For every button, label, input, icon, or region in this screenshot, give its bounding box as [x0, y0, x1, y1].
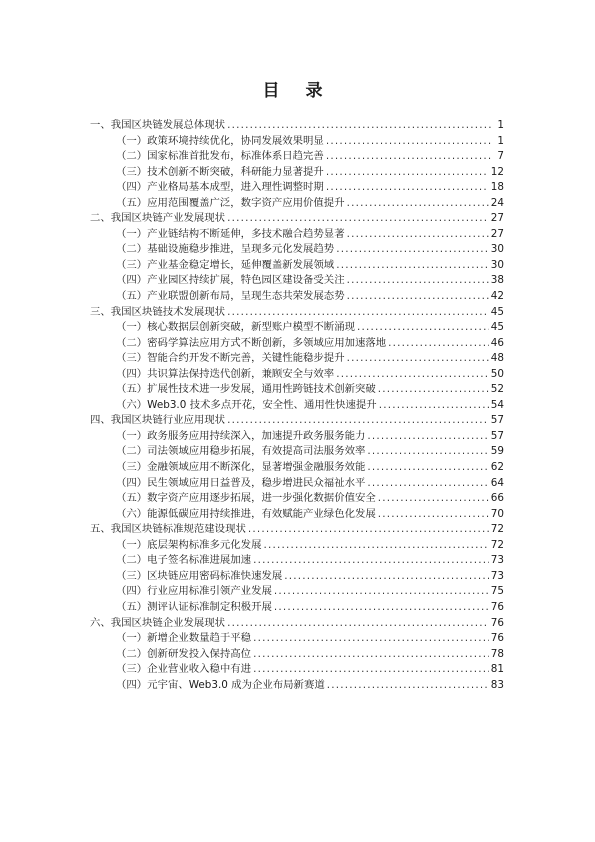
toc-entry-page-number: 42 — [490, 290, 504, 303]
toc-entry-page-number: 76 — [490, 600, 504, 613]
toc-section-entry[interactable] — [90, 227, 504, 243]
toc-entry-label: （一）底层架构标准多元化发展 — [116, 538, 262, 551]
toc-entry-page-number: 12 — [490, 165, 504, 178]
toc-entry-page-number: 66 — [490, 492, 504, 505]
toc-entry-label: 二、我国区块链产业发展现状 — [90, 212, 226, 225]
toc-chapter-entry[interactable] — [90, 211, 504, 227]
toc-section-entry[interactable] — [90, 289, 504, 305]
toc-dot-leader — [227, 211, 489, 227]
toc-entry-page-number: 57 — [490, 429, 504, 442]
toc-entry-label: （四）民生领域应用日益普及，稳步增进民众福祉水平 — [116, 476, 366, 489]
toc-entry-label: （一）产业链结构不断延伸，多技术融合趋势显著 — [116, 227, 345, 240]
toc-section-entry[interactable] — [90, 507, 504, 523]
toc-dot-leader — [274, 600, 489, 616]
toc-entry-page-number: 59 — [490, 445, 504, 458]
toc-section-entry[interactable] — [90, 242, 504, 258]
toc-entry-label: （三）企业营业收入稳中有进 — [116, 663, 252, 676]
toc-dot-leader — [336, 258, 489, 274]
toc-section-entry[interactable] — [90, 429, 504, 445]
toc-entry-label: （五）数字资产应用逐步拓展，进一步强化数据价值安全 — [116, 492, 376, 505]
toc-dot-leader — [378, 382, 489, 398]
toc-section-entry[interactable] — [90, 398, 504, 414]
toc-dot-leader — [388, 336, 489, 352]
toc-entry-label: （三）技术创新不断突破，科研能力显著提升 — [116, 165, 324, 178]
toc-entry-label: （四）行业应用标准引领产业发展 — [116, 585, 272, 598]
toc-entry-page-number: 30 — [490, 258, 504, 271]
toc-entry-label: （三）金融领域应用不断深化，显著增强金融服务效能 — [116, 461, 366, 474]
toc-dot-leader — [227, 413, 489, 429]
toc-dot-leader — [367, 460, 488, 476]
toc-dot-leader — [227, 305, 489, 321]
toc-entry-label: 六、我国区块链企业发展现状 — [90, 616, 226, 629]
toc-entry-page-number: 54 — [490, 398, 504, 411]
toc-entry-page-number: 57 — [490, 414, 504, 427]
toc-entry-page-number: 48 — [490, 352, 504, 365]
toc-section-entry[interactable] — [90, 273, 504, 289]
toc-entry-page-number: 7 — [497, 150, 504, 163]
toc-dot-leader — [253, 662, 489, 678]
toc-dot-leader — [347, 196, 489, 212]
toc-entry-label: （一）政务服务应用持续深入，加速提升政务服务能力 — [116, 429, 366, 442]
toc-entry-label: （二）电子签名标准进展加速 — [116, 554, 252, 567]
toc-section-entry[interactable] — [90, 258, 504, 274]
toc-dot-leader — [227, 118, 492, 134]
toc-entry-label: （五）测评认证标准制定积极开展 — [116, 600, 272, 613]
toc-section-entry[interactable] — [90, 600, 504, 616]
toc-dot-leader — [336, 367, 489, 383]
toc-entry-page-number: 30 — [490, 243, 504, 256]
toc-chapter-entry[interactable] — [90, 305, 504, 321]
toc-section-entry[interactable] — [90, 678, 504, 694]
toc-entry-label: （五）扩展性技术进一步发展，通用性跨链技术创新突破 — [116, 383, 376, 396]
toc-entry-label: （一）新增企业数量趋于平稳 — [116, 632, 252, 645]
toc-entry-label: （四）产业园区持续扩展，特色园区建设备受关注 — [116, 274, 345, 287]
toc-section-entry[interactable] — [90, 382, 504, 398]
toc-entry-label: （四）共识算法保持迭代创新，兼顾安全与效率 — [116, 367, 335, 380]
toc-entry-page-number: 64 — [490, 476, 504, 489]
toc-dot-leader — [367, 429, 488, 445]
toc-entry-page-number: 81 — [490, 663, 504, 676]
toc-section-entry[interactable] — [90, 491, 504, 507]
toc-entry-label: （二）创新研发投入保持高位 — [116, 647, 252, 660]
toc-entry-page-number: 52 — [490, 383, 504, 396]
toc-section-entry[interactable] — [90, 149, 504, 165]
toc-entry-page-number: 38 — [490, 274, 504, 287]
toc-entry-page-number: 50 — [490, 367, 504, 380]
toc-entry-label: 一、我国区块链发展总体现状 — [90, 119, 226, 131]
toc-entry-label: （一）核心数据层创新突破，新型账户模型不断涌现 — [116, 321, 355, 334]
toc-section-entry[interactable] — [90, 538, 504, 554]
toc-entry-label: （五）产业联盟创新布局，呈现生态共荣发展态势 — [116, 290, 345, 303]
toc-entry-page-number: 72 — [490, 538, 504, 551]
toc-entry-label: （四）产业格局基本成型，进入理性调整时期 — [116, 181, 324, 194]
toc-entry-page-number: 46 — [490, 336, 504, 349]
toc-dot-leader — [347, 227, 489, 243]
toc-section-entry[interactable] — [90, 553, 504, 569]
toc-section-entry[interactable] — [90, 584, 504, 600]
toc-entry-label: （二）密码学算法应用方式不断创新，多领域应用加速落地 — [116, 336, 387, 349]
toc-chapter-entry[interactable] — [90, 616, 504, 632]
toc-entry-page-number: 24 — [490, 196, 504, 209]
toc-entry-page-number: 72 — [490, 523, 504, 536]
toc-entry-label: （四）元宇宙、Web3.0 成为企业布局新赛道 — [116, 678, 325, 691]
toc-dot-leader — [253, 553, 489, 569]
toc-section-entry[interactable] — [90, 320, 504, 336]
toc-dot-leader — [326, 165, 489, 181]
toc-entry-page-number: 45 — [490, 305, 504, 318]
toc-section-entry[interactable] — [90, 647, 504, 663]
toc-section-entry[interactable] — [90, 569, 504, 585]
toc-dot-leader — [227, 616, 489, 632]
toc-dot-leader — [253, 631, 489, 647]
toc-chapter-entry[interactable] — [90, 522, 504, 538]
toc-dot-leader — [326, 180, 489, 196]
toc-title: 目 录 — [262, 81, 333, 101]
toc-dot-leader — [274, 584, 489, 600]
toc-entry-page-number: 1 — [497, 119, 504, 131]
toc-dot-leader — [378, 491, 489, 507]
toc-dot-leader — [347, 273, 489, 289]
toc-entry-page-number: 76 — [490, 632, 504, 645]
toc-entry-label: （三）产业基金稳定增长，延伸覆盖新发展领域 — [116, 258, 335, 271]
toc-entry-label: （五）应用范围覆盖广泛，数字资产应用价值提升 — [116, 196, 345, 209]
toc-entry-label: 四、我国区块链行业应用现状 — [90, 414, 226, 427]
toc-entry-page-number: 1 — [497, 134, 504, 147]
toc-dot-leader — [326, 149, 492, 165]
toc-entry-page-number: 83 — [490, 678, 504, 691]
toc-entry-page-number: 78 — [490, 647, 504, 660]
toc-entry-label: （二）国家标准首批发布，标准体系日趋完善 — [116, 150, 324, 163]
toc-entry-page-number: 76 — [490, 616, 504, 629]
toc-entry-label: （三）智能合约开发不断完善，关键性能稳步提升 — [116, 352, 345, 365]
toc-dot-leader — [326, 134, 492, 150]
toc-dot-leader — [347, 351, 489, 367]
toc-dot-leader — [379, 398, 489, 414]
toc-entry-page-number: 18 — [490, 181, 504, 194]
toc-section-entry[interactable] — [90, 180, 504, 196]
toc-entry-label: （三）区块链应用密码标准快速发展 — [116, 569, 283, 582]
toc-entry-page-number: 62 — [490, 461, 504, 474]
toc-section-entry[interactable] — [90, 476, 504, 492]
toc-entry-label: 三、我国区块链技术发展现状 — [90, 305, 226, 318]
toc-dot-leader — [378, 507, 489, 523]
toc-entry-label: （二）基础设施稳步推进，呈现多元化发展趋势 — [116, 243, 335, 256]
toc-entry-label: 五、我国区块链标准规范建设现状 — [90, 523, 246, 536]
toc-section-entry[interactable] — [90, 336, 504, 352]
toc-section-entry[interactable] — [90, 196, 504, 212]
toc-dot-leader — [347, 289, 489, 305]
toc-entry-page-number: 27 — [490, 227, 504, 240]
toc-entry-page-number: 45 — [490, 321, 504, 334]
toc-dot-leader — [327, 678, 489, 694]
toc-section-entry[interactable] — [90, 444, 504, 460]
toc-section-entry[interactable] — [90, 165, 504, 181]
toc-entry-page-number: 75 — [490, 585, 504, 598]
toc-entry-page-number: 73 — [490, 569, 504, 582]
toc-section-entry[interactable] — [90, 134, 504, 150]
toc-dot-leader — [357, 320, 489, 336]
toc-dot-leader — [248, 522, 489, 538]
toc-entry-label: （一）政策环境持续优化，协同发展效果明显 — [116, 134, 324, 147]
toc-section-entry[interactable] — [90, 460, 504, 476]
toc-chapter-entry[interactable] — [90, 118, 504, 134]
toc-section-entry[interactable] — [90, 367, 504, 383]
toc-dot-leader — [336, 242, 489, 258]
toc-dot-leader — [253, 647, 489, 663]
toc-entry-label: （六）Web3.0 技术多点开花，安全性、通用性快速提升 — [116, 398, 377, 411]
toc-entry-label: （六）能源低碳应用持续推进，有效赋能产业绿色化发展 — [116, 507, 376, 520]
toc-section-entry[interactable] — [90, 662, 504, 678]
table-of-contents — [90, 118, 504, 693]
toc-entry-page-number: 70 — [490, 507, 504, 520]
toc-entry-label: （二）司法领域应用稳步拓展，有效提高司法服务效率 — [116, 445, 366, 458]
toc-entry-page-number: 73 — [490, 554, 504, 567]
toc-section-entry[interactable] — [90, 351, 504, 367]
toc-section-entry[interactable] — [90, 631, 504, 647]
toc-dot-leader — [367, 444, 488, 460]
toc-dot-leader — [263, 538, 488, 554]
toc-chapter-entry[interactable] — [90, 413, 504, 429]
toc-dot-leader — [367, 476, 488, 492]
toc-entry-page-number: 27 — [490, 212, 504, 225]
toc-dot-leader — [284, 569, 489, 585]
